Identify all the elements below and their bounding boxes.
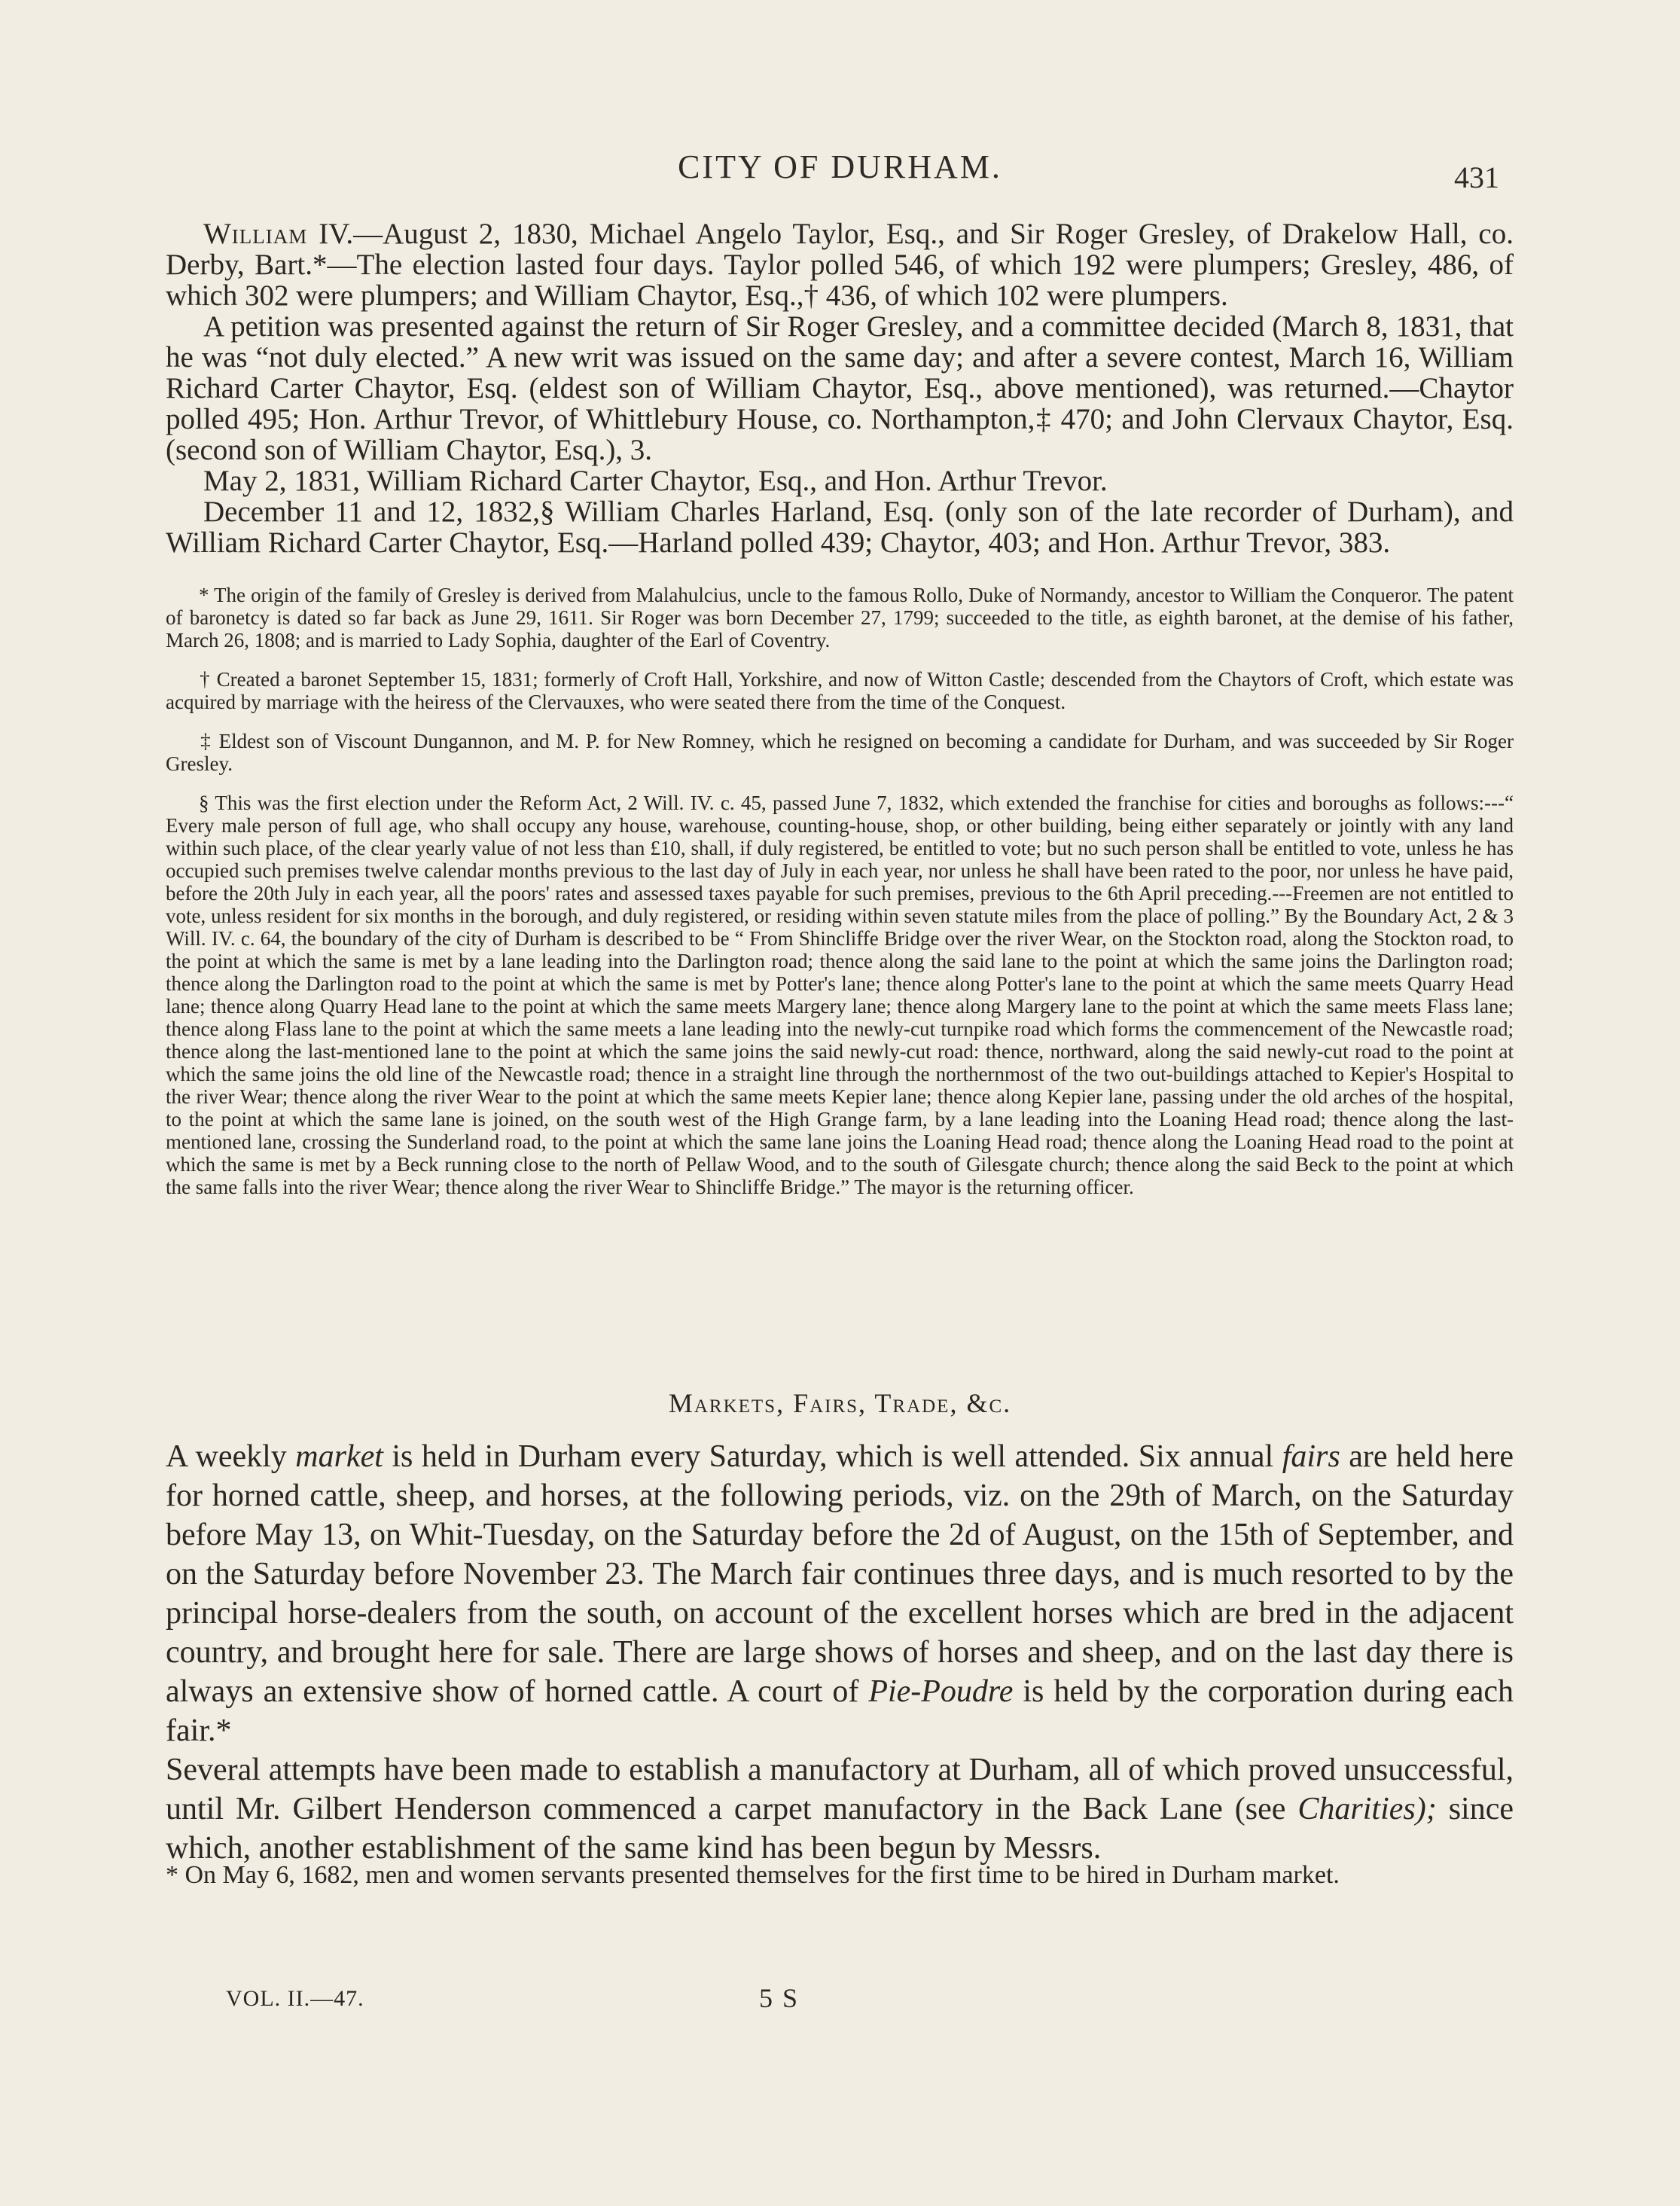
bottom-footnote-text: * On May 6, 1682, men and women servants presented themselves for the first time to be hired in Durham market.: [166, 1861, 1340, 1889]
election-section: [166, 218, 1514, 558]
footnote-reform-act-text: § This was the first election under the Reform Act, 2 Will. IV. c. 45, passed June 7, 1832, which extended the franchise for cities and boroughs as follows:---“ Every male person of full age, who shall occupy any house, warehouse, counting-house, shop, or other building, being either separately or jointly with any land within such place, of the clear yearly value of not less than £10, shall, if duly registered, be entitled to vote; but no such person shall be entitled to vote, unless he has occupied such premises twelve calendar months previous to the last day of July in each year, nor unless he shall have been rated to the poor, nor unless he have paid, before the 20th July in each year, all the poors' rates and assessed taxes payable for such premises, previous to the 6th April preceding.---Freemen are not entitled to vote, unless resident for six months in the borough, and duly registered, or residing within seven statute miles from the place of polling.” By the Boundary Act, 2 & 3 Will. IV. c. 64, the boundary of the city of Durham is described to be “ From Shincliffe Bridge over the river Wear, on the Stockton road, along the Stockton road, to the point at which the same is met by a lane leading into the Darlington road; thence along the said lane to the point at which the same joins the Darlington road; thence along the Darlington road to the point at which the same is met by Potter's lane; thence along Potter's lane to the point at which the same meets Quarry Head lane; thence along Quarry Head lane to the point at which the same meets Margery lane; thence along Margery lane to the point at which the same meets Flass lane; thence along Flass lane to the point at which the same meets a lane leading into the newly-cut turnpike road which forms the commencement of the Newcastle road; thence along the last-mentioned lane to the point at which the same joins the said newly-cut road: thence, northward, along the said newly-cut road to the point at which the same joins the old line of the Newcastle road; thence in a straight line through the northernmost of the two out-buildings attached to Kepier's Hospital to the river Wear; thence along the river Wear to the point at which the same meets Kepier lane; thence along Kepier lane, passing under the old arches of the hospital, to the point at which the same lane is joined, on the south west of the High Grange farm, by a lane leading into the Loaning Head road; thence along the last-mentioned lane, crossing the Sunderland road, to the point at which the same lane joins the Loaning Head road; thence along the Loaning Head road to the point at which the same is met by a Beck running close to the north of Pellaw Wood, and to the south of Gilesgate church; thence along the said Beck to the point at which the same falls into the river Wear; thence along the river Wear to Shincliffe Bridge.” The mayor is the returning officer.: [166, 792, 1514, 1198]
section-heading: Markets, Fairs, Trade, &c.: [668, 1388, 1012, 1418]
pie-poudre-term: Pie-Poudre: [868, 1674, 1014, 1709]
charities-reference: Charities);: [1297, 1792, 1437, 1826]
fairs-term: fairs: [1282, 1439, 1340, 1474]
sheet-signature: 5 S: [759, 1983, 800, 2013]
footnote-chaytor-text: † Created a baronet September 15, 1831; formerly of Croft Hall, Yorkshire, and now of Witton Castle; descended from the Chaytors of Croft, which estate was acquired by marriage with the heiress of the Clervauxes, who were seated there from the time of the Conquest.: [166, 668, 1514, 713]
election-paragraph-4-text: December 11 and 12, 1832,§ William Charles Harland, Esq. (only son of the late recorder of Durham), and William Richard Carter Chaytor, Esq.—Harland polled 439; Chaytor, 403; and Hon. Arthur Trevor, 383.: [166, 496, 1514, 559]
footnote-reform-act: [166, 792, 1514, 1198]
volume-signature: VOL. II.—47.: [226, 1986, 364, 2011]
markets-section: [166, 1437, 1514, 1868]
election-paragraph-3-text: May 2, 1831, William Richard Carter Chaytor, Esq., and Hon. Arthur Trevor.: [203, 465, 1108, 497]
election-paragraph-1-text: IV.—August 2, 1830, Michael Angelo Taylor, Esq., and Sir Roger Gresley, of Drakelow Hall, co. Derby, Bart.*—The election lasted four days. Taylor polled 546, of which 192 were plumpers; Gresley, 486, of which 302 were plumpers; and William Chaytor, Esq.,† 436, of which 102 were plumpers.: [166, 218, 1514, 312]
footnotes: [166, 584, 1514, 1215]
footnote-chaytor: [166, 668, 1514, 713]
election-paragraph-3: [166, 465, 1514, 496]
page-number: 431: [1454, 160, 1499, 194]
footnote-gresley-text: * The origin of the family of Gresley is derived from Malahulcius, uncle to the famous Rollo, Duke of Normandy, ancestor to William the Conqueror. The patent of baronetcy is dated so far back as June 29, 1611. Sir Roger was born December 27, 1799; succeeded to the title, as eighth baronet, at the demise of his father, March 26, 1808; and is married to Lady Sophia, daughter of the Earl of Coventry.: [166, 584, 1514, 651]
bottom-footnote: [166, 1860, 1514, 1890]
king-name: William: [203, 218, 308, 250]
markets-paragraph-1: A weekly market is held in Durham every Saturday, which is well attended. Six annual fairs are held here for horned cattle, sheep, and horses, at the following periods, viz. on the 29th of March, on the Saturday before May 13, on Whit-Tuesday, on the Saturday before the 2d of August, on the 15th of September, and on the Saturday before November 23. The March fair continues three days, and is much resorted to by the principal horse-dealers from the south, on account of the excellent horses which are bred in the adjacent country, and brought here for sale. There are large shows of horses and sheep, and on the last day there is always an extensive show of horned cattle. A court of Pie-Poudre is held by the corporation during each fair.*: [166, 1439, 1514, 1748]
markets-paragraph-2: Several attempts have been made to establish a manufactory at Durham, all of which proved unsuccessful, until Mr. Gilbert Henderson commenced a carpet manufactory in the Back Lane (see Charities); since which, another establishment of the same kind has been begun by Messrs.: [166, 1753, 1514, 1866]
election-paragraph-4: [166, 496, 1514, 558]
market-term: market: [295, 1439, 383, 1474]
election-paragraph-2-text: A petition was presented against the return of Sir Roger Gresley, and a committee decided (March 8, 1831, that he was “not duly elected.” A new writ was issued on the same day; and after a severe contest, March 16, William Richard Carter Chaytor, Esq. (eldest son of William Chaytor, Esq., above mentioned), was returned.—Chaytor polled 495; Hon. Arthur Trevor, of Whittlebury House, co. Northampton,‡ 470; and John Clervaux Chaytor, Esq. (second son of William Chaytor, Esq.), 3.: [166, 310, 1514, 466]
election-paragraph-2: [166, 311, 1514, 465]
footnote-trevor: [166, 730, 1514, 775]
election-paragraph-1: [166, 218, 1514, 311]
running-title: CITY OF DURHAM.: [678, 148, 1002, 185]
footnote-gresley: [166, 584, 1514, 651]
footnote-trevor-text: ‡ Eldest son of Viscount Dungannon, and M. P. for New Romney, which he resigned on becoming a candidate for Durham, and was succeeded by Sir Roger Gresley.: [166, 730, 1514, 775]
